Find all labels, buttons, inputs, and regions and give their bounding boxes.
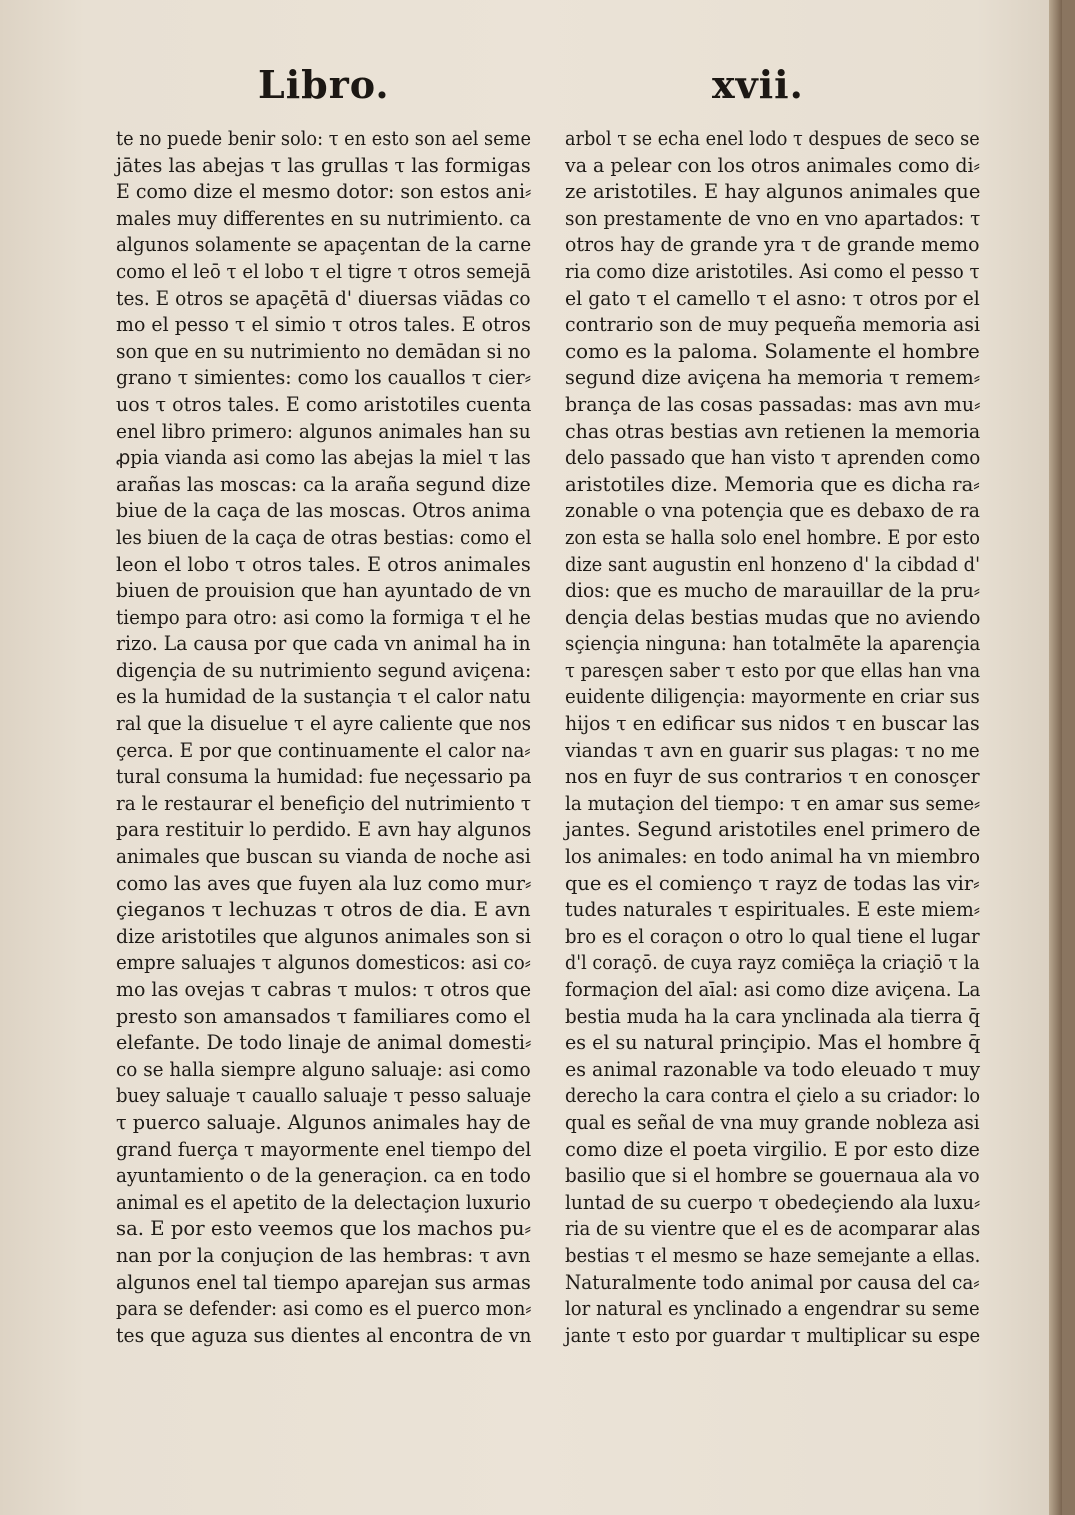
text-line: males muy differentes en su nutrimiento. ca	[116, 206, 532, 230]
text-line: ria como dize aristotiles. Asi como el pesso τ	[565, 259, 980, 283]
page-edge	[1049, 0, 1062, 1515]
text-line: presto son amansados τ familiares como el	[116, 1004, 531, 1028]
text-line: otros hay de grande yra τ de grande memo	[565, 233, 980, 257]
text-line: va a pelear con los otros animales como di⸗	[565, 153, 980, 177]
text-line: qual es señal de vna muy grande nobleza asi	[565, 1110, 980, 1134]
text-line: co se halla siempre alguno saluaje: asi como	[116, 1057, 531, 1081]
text-line: nos en fuyr de sus contrarios τ en conosçer	[565, 765, 980, 789]
text-line: contrario son de muy pequeña memoria asi	[565, 313, 980, 337]
text-line: el gato τ el camello τ el asno: τ otros por el	[565, 286, 980, 310]
text-line: luntad de su cuerpo τ obedeçiendo ala luxu⸗	[565, 1190, 981, 1214]
text-line: dize aristotiles que algunos animales son si	[116, 924, 532, 948]
folio-number: xvii.	[712, 62, 804, 107]
text-line: leon el lobo τ otros tales. E otros animales	[116, 552, 531, 576]
text-line: zonable o vna potençia que es debaxo de ra	[565, 499, 980, 523]
text-line: euidente diligençia: mayormente en criar sus	[565, 685, 980, 709]
text-column-right	[565, 126, 980, 1349]
text-line: son que en su nutrimiento no demādan si no	[116, 339, 531, 363]
text-line: como las aves que fuyen ala luz como mur⸗	[116, 871, 532, 895]
text-line: derecho la cara contra el çielo a su criador: lo	[565, 1084, 981, 1108]
text-line: como es la paloma. Solamente el hombre	[565, 339, 980, 363]
text-line: formaçion del aīal: asi como dize aviçena. La	[565, 978, 981, 1001]
text-line: basilio que si el hombre se gouernaua ala vo	[565, 1164, 980, 1188]
text-line: digençia de su nutrimiento segund aviçena:	[116, 658, 532, 682]
text-line: es el su natural prinçipio. Mas el hombre q̄	[565, 1031, 981, 1055]
text-line: los animales: en todo animal ha vn miembro	[565, 845, 980, 869]
text-line: dençia delas bestias mudas que no aviendo	[565, 605, 981, 629]
text-line: viandas τ avn en guarir sus plagas: τ no me	[565, 738, 980, 762]
text-line: como dize el poeta virgilio. E por esto dize	[565, 1137, 980, 1161]
text-line: segund dize aviçena ha memoria τ remem⸗	[565, 366, 981, 390]
text-line: jante τ esto por guardar τ multiplicar su espe	[565, 1323, 981, 1347]
text-line: biuen de prouision que han ayuntado de vn	[116, 579, 532, 603]
text-line: uos τ otros tales. E como aristotiles cuenta	[116, 392, 532, 416]
text-line: animales que buscan su vianda de noche asi	[116, 845, 531, 869]
text-line: animal es el apetito de la delectaçion luxurio	[116, 1190, 531, 1214]
text-line: algunos solamente se apaçentan de la carne	[116, 233, 532, 257]
text-line: tes. E otros se apaçētā d' diuersas viādas co	[116, 286, 531, 310]
text-line: çieganos τ lechuzas τ otros de dia. E avn	[116, 898, 531, 922]
text-line: arañas las moscas: ca la araña segund dize	[116, 472, 531, 496]
text-line: algunos enel tal tiempo aparejan sus armas	[116, 1270, 531, 1294]
text-line: buey saluaje τ cauallo saluaje τ pesso saluaje	[116, 1084, 532, 1108]
text-line: delo passado que han visto τ aprenden como	[565, 446, 981, 470]
text-line: ria de su vientre que el es de acomparar alas	[565, 1217, 981, 1241]
running-head-left: Libro.	[258, 62, 390, 107]
text-line: bestias τ el mesmo se haze semejante a ellas.	[565, 1243, 981, 1267]
text-line: mo las ovejas τ cabras τ mulos: τ otros que	[116, 978, 532, 1001]
text-line: empre saluajes τ algunos domesticos: asi co⸗	[116, 951, 531, 975]
text-line: para se defender: asi como es el puerco mon⸗	[116, 1297, 532, 1321]
text-line: tudes naturales τ espirituales. E este miem⸗	[565, 898, 980, 922]
text-line: tes que aguza sus dientes al encontra de vn	[116, 1323, 532, 1347]
text-line: ze aristotiles. E hay algunos animales que	[565, 180, 981, 204]
text-line: para restituir lo perdido. E avn hay algunos	[116, 818, 532, 842]
text-line: nan por la conjuçion de las hembras: τ avn	[116, 1243, 531, 1267]
text-line: como el leō τ el lobo τ el tigre τ otros semejā	[116, 259, 531, 283]
text-line: mo el pesso τ el simio τ otros tales. E otros	[116, 313, 531, 337]
text-line: ayuntamiento o de la generaçion. ca en todo	[116, 1164, 531, 1188]
text-line: es la humidad de la sustançia τ el calor natu	[116, 685, 531, 709]
text-line: les biuen de la caça de otras bestias: como el	[116, 525, 532, 549]
text-line: Naturalmente todo animal por causa del ca⸗	[565, 1270, 980, 1294]
text-line: bro es el coraçon o otro lo qual tiene el lugar	[565, 924, 980, 948]
text-line: ꝓpia vianda asi como las abejas la miel τ las	[116, 446, 531, 470]
text-line: dios: que es mucho de marauillar de la pru⸗	[565, 579, 981, 603]
text-line: chas otras bestias avn retienen la memoria	[565, 419, 981, 443]
text-line: bestia muda ha la cara ynclinada ala tierra q̄	[565, 1004, 981, 1028]
text-line: grano τ simientes: como los cauallos τ cier⸗	[116, 366, 532, 390]
text-line: enel libro primero: algunos animales han su	[116, 419, 531, 443]
text-line: sa. E por esto veemos que los machos pu⸗	[116, 1217, 532, 1241]
text-line: d'l coraçō. de cuya rayz comiēça la criaçiō τ la	[565, 951, 980, 975]
text-line: τ paresçen saber τ esto por que ellas han vna	[565, 658, 981, 682]
text-line: jantes. Segund aristotiles enel primero de	[565, 818, 981, 842]
text-line: zon esta se halla solo enel hombre. E por esto	[565, 525, 981, 549]
text-line: tural consuma la humidad: fue neçessario pa	[116, 765, 532, 789]
text-line: que es el comienço τ rayz de todas las vir⸗	[565, 871, 980, 895]
text-line: çerca. E por que continuamente el calor na⸗	[116, 738, 531, 762]
text-line: arbol τ se echa enel lodo τ despues de seco se	[565, 127, 980, 150]
text-line: ra le restaurar el benefiçio del nutrimiento τ	[116, 791, 532, 815]
text-line: τ puerco saluaje. Algunos animales hay de	[116, 1110, 531, 1134]
text-line: la mutaçion del tiempo: τ en amar sus seme⸗	[565, 791, 981, 815]
text-line: brança de las cosas passadas: mas avn mu⸗	[565, 392, 981, 416]
text-line: E como dize el mesmo dotor: son estos ani⸗	[116, 180, 532, 204]
text-line: aristotiles dize. Memoria que es dicha ra⸗	[565, 472, 980, 496]
text-line: grand fuerça τ mayormente enel tiempo del	[116, 1137, 532, 1161]
text-line: hijos τ en edificar sus nidos τ en buscar las	[565, 712, 980, 736]
text-line: sçiençia ninguna: han totalmēte la aparençia	[565, 632, 981, 656]
text-line: dize sant augustin enl honzeno d' la cibdad d'	[565, 552, 981, 576]
text-column-left	[116, 126, 531, 1349]
text-line: rizo. La causa por que cada vn animal ha in	[116, 632, 531, 656]
text-line: elefante. De todo linaje de animal domesti⸗	[116, 1031, 532, 1055]
text-line: es animal razonable va todo eleuado τ muy	[565, 1057, 981, 1081]
text-line: tiempo para otro: asi como la formiga τ el he	[116, 605, 531, 629]
text-line: ral que la disuelue τ el ayre caliente que nos	[116, 712, 532, 736]
text-line: son prestamente de vno en vno apartados: τ	[565, 206, 981, 230]
text-line: lor natural es ynclinado a engendrar su seme	[565, 1297, 980, 1321]
text-line: te no puede benir solo: τ en esto son ael seme	[116, 127, 531, 150]
text-line: jātes las abejas τ las grullas τ las formigas	[116, 153, 531, 177]
text-line: biue de la caça de las moscas. Otros anima	[116, 499, 531, 523]
